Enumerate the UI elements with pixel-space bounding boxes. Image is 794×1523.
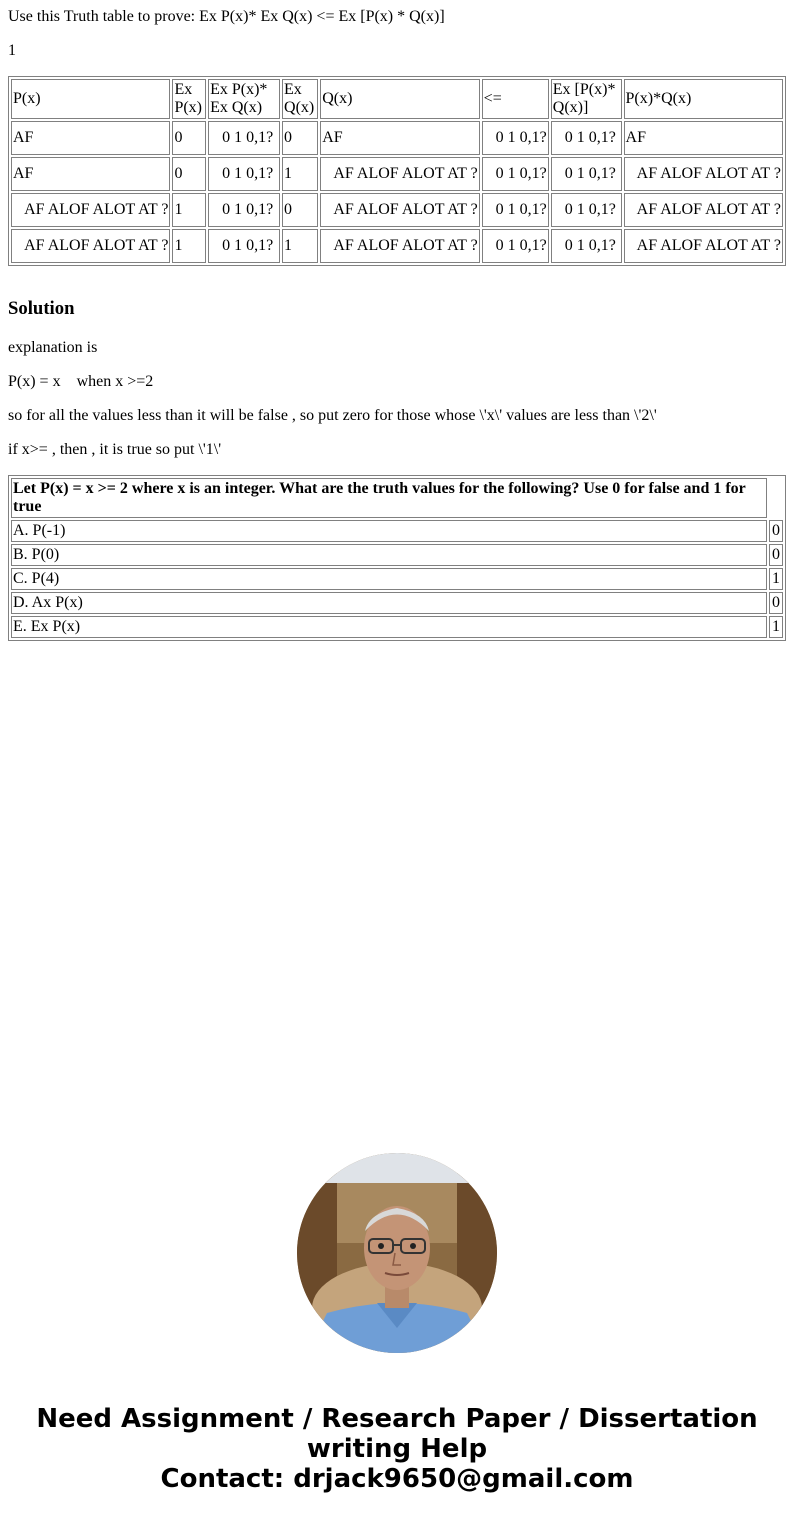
truth-table bbox=[8, 76, 786, 266]
row-label: D. Ax P(x) bbox=[11, 592, 767, 614]
table-cell bbox=[624, 193, 783, 227]
table-cell: AF bbox=[624, 121, 783, 155]
table-cell-text: AF ALOF ALOT AT ? bbox=[322, 237, 478, 254]
table-row bbox=[11, 193, 783, 227]
table-cell bbox=[482, 193, 549, 227]
row-label: C. P(4) bbox=[11, 568, 767, 590]
table-cell-text: 0 1 0,1? bbox=[483, 165, 547, 182]
table-cell: 0 bbox=[282, 121, 318, 155]
table-cell-text: AF ALOF ALOT AT ? bbox=[625, 165, 781, 182]
table-row bbox=[11, 520, 783, 542]
table-cell-text: 0 1 0,1? bbox=[483, 237, 547, 254]
column-header: Ex P(x)* Ex Q(x) bbox=[208, 79, 280, 119]
table-cell-text: AF ALOF ALOT AT ? bbox=[322, 165, 478, 182]
table-cell: 0 bbox=[172, 121, 206, 155]
table-row bbox=[11, 157, 783, 191]
table-cell bbox=[320, 229, 479, 263]
table-cell: 1 bbox=[282, 229, 318, 263]
table-cell bbox=[482, 229, 549, 263]
table-cell: 0 1 0,1? bbox=[208, 229, 280, 263]
table-row bbox=[11, 568, 783, 590]
solution-line: explanation is bbox=[8, 339, 98, 356]
table-cell: 0 1 0,1? bbox=[208, 193, 280, 227]
row-label: B. P(0) bbox=[11, 544, 767, 566]
table-row bbox=[11, 121, 783, 155]
row-label: A. P(-1) bbox=[11, 520, 767, 542]
row-label: E. Ex P(x) bbox=[11, 616, 767, 638]
banner-line: Need Assignment / Research Paper / Dissertation bbox=[36, 1404, 758, 1434]
table-cell: 0 1 0,1? bbox=[551, 157, 622, 191]
table-row bbox=[11, 592, 783, 614]
table-cell: 0 bbox=[172, 157, 206, 191]
table-cell bbox=[320, 193, 479, 227]
table-cell-text: 0 1 0,1? bbox=[483, 201, 547, 218]
column-header: Ex Q(x) bbox=[282, 79, 318, 119]
table-cell: 1 bbox=[172, 229, 206, 263]
table-cell bbox=[482, 121, 549, 155]
solution-line: so for all the values less than it will be false , so put zero for those whose \'x\' values are less than \'2\' bbox=[8, 407, 657, 424]
author-photo bbox=[297, 1153, 497, 1353]
table-cell-text: AF ALOF ALOT AT ? bbox=[13, 237, 169, 254]
truth-values-table bbox=[8, 475, 786, 641]
table-header-cell: Let P(x) = x >= 2 where x is an integer. What are the truth values for the following? Use 0 for false and 1 for true bbox=[11, 478, 767, 518]
table-cell: 1 bbox=[282, 157, 318, 191]
table-cell: 1 bbox=[172, 193, 206, 227]
question-text: Use this Truth table to prove: Ex P(x)* Ex Q(x) <= Ex [P(x) * Q(x)] bbox=[8, 8, 445, 25]
table-cell bbox=[11, 229, 170, 263]
column-header: P(x) bbox=[11, 79, 170, 119]
table-cell: 0 1 0,1? bbox=[551, 229, 622, 263]
table-header-row bbox=[11, 79, 783, 119]
table-cell bbox=[320, 157, 479, 191]
column-header: <= bbox=[482, 79, 549, 119]
banner-line: writing Help bbox=[306, 1434, 488, 1464]
table-header-row bbox=[11, 478, 783, 518]
table-cell-text: AF ALOF ALOT AT ? bbox=[322, 201, 478, 218]
column-header: Q(x) bbox=[320, 79, 479, 119]
table-cell: 0 1 0,1? bbox=[208, 121, 280, 155]
column-header: Ex [P(x)* Q(x)] bbox=[551, 79, 622, 119]
table-cell: 0 1 0,1? bbox=[551, 121, 622, 155]
table-cell: AF bbox=[11, 157, 170, 191]
contact-email[interactable]: Contact: drjack9650@gmail.com bbox=[160, 1464, 634, 1494]
table-cell-text: AF ALOF ALOT AT ? bbox=[13, 201, 169, 218]
solution-line: P(x) = x when x >=2 bbox=[8, 373, 154, 390]
row-value: 1 bbox=[769, 568, 783, 590]
table-cell bbox=[11, 193, 170, 227]
table-row bbox=[11, 616, 783, 638]
table-cell: 0 1 0,1? bbox=[551, 193, 622, 227]
question-number: 1 bbox=[8, 42, 16, 59]
table-cell-text: AF ALOF ALOT AT ? bbox=[625, 201, 781, 218]
table-cell bbox=[624, 157, 783, 191]
table-cell: 0 bbox=[282, 193, 318, 227]
contact-banner bbox=[0, 1404, 794, 1494]
table-cell bbox=[482, 157, 549, 191]
row-value: 0 bbox=[769, 544, 783, 566]
empty-cell bbox=[769, 478, 783, 518]
table-cell-text: AF ALOF ALOT AT ? bbox=[625, 237, 781, 254]
table-cell: AF bbox=[11, 121, 170, 155]
table-row bbox=[11, 229, 783, 263]
row-value: 0 bbox=[769, 592, 783, 614]
column-header: P(x)*Q(x) bbox=[624, 79, 783, 119]
table-row bbox=[11, 544, 783, 566]
column-header: Ex P(x) bbox=[172, 79, 206, 119]
table-cell: 0 1 0,1? bbox=[208, 157, 280, 191]
solution-heading: Solution bbox=[8, 298, 75, 319]
author-avatar bbox=[297, 1153, 497, 1353]
table-cell: AF bbox=[320, 121, 479, 155]
table-cell bbox=[624, 229, 783, 263]
solution-line: if x>= , then , it is true so put \'1\' bbox=[8, 441, 222, 458]
row-value: 0 bbox=[769, 520, 783, 542]
row-value: 1 bbox=[769, 616, 783, 638]
table-cell-text: 0 1 0,1? bbox=[483, 129, 547, 146]
